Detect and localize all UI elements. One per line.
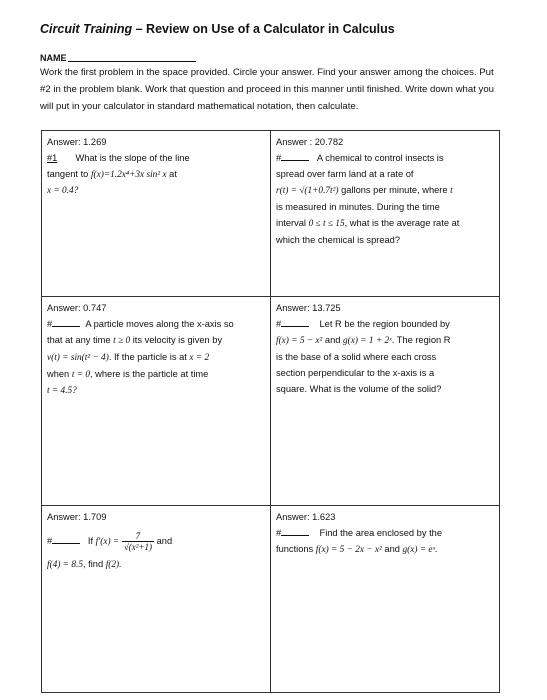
problem-cell-1 [42, 131, 271, 297]
problem-number: # [276, 153, 282, 163]
problem-line [47, 349, 266, 366]
name-label: NAME [40, 53, 67, 63]
math-expression: f(4) = 8.5 [47, 560, 83, 570]
problem-text-part: If [87, 536, 96, 546]
problem-text-part: . If the particle is at [108, 352, 190, 362]
instructions: Work the first problem in the space provided. Circle your answer. Find your answer among the choices. Put #2 in the problem blank. Work that question and proceed in this manner until finished. Write down what you will put in your calculator in standard mathematical notation, then calculate. [40, 67, 495, 112]
problem-text-part: interval [276, 218, 309, 228]
title-italic: Circuit Training [40, 22, 133, 36]
problem-number[interactable]: #1 [47, 153, 58, 163]
problem-text-part: , where is the particle at time [89, 369, 209, 379]
problem-text [47, 150, 266, 166]
problem-cell-2 [271, 131, 499, 297]
problem-number: # [276, 528, 282, 538]
fraction-numerator: 7 [122, 531, 154, 542]
answer-label: Answer : 20.782 [276, 137, 344, 147]
math-expression: f(x) = 5 − 2x − x² [315, 545, 382, 555]
math-expression: f(x)=1.2x⁴+3x sin² x [90, 170, 167, 180]
problem-blank[interactable] [281, 526, 309, 536]
math-expression: t ≥ 0 [113, 336, 131, 346]
problem-text-part: and [381, 544, 403, 554]
problem-line: A particle moves along the x-axis so [85, 319, 234, 329]
problem-line: A chemical to control insects is [316, 153, 444, 163]
problem-line [47, 332, 266, 349]
problem-text [276, 150, 495, 166]
math-variable: t [450, 186, 453, 196]
problem-line: section perpendicular to the x-axis is a [276, 368, 435, 378]
problem-cell-6 [271, 506, 499, 692]
fraction-denominator: √(x²+1) [123, 542, 153, 553]
name-line[interactable] [68, 61, 196, 62]
problem-line: is the base of a solid where each cross [276, 352, 437, 362]
math-expression: f(2). [105, 560, 122, 570]
fraction [122, 531, 154, 552]
title-rest: – Review on Use of a Calculator in Calculus [132, 22, 395, 36]
problem-text-part: functions [276, 544, 316, 554]
problem-line [276, 182, 495, 199]
problem-line: spread over farm land at a rate of [276, 169, 414, 179]
answer-label: Answer: 0.747 [47, 303, 107, 313]
math-expression: f(x) = 5 − x² [276, 336, 323, 346]
problem-text-part: at [166, 169, 177, 179]
answer-label: Answer: 1.623 [276, 512, 336, 522]
problem-text-part: and [322, 335, 343, 345]
math-expression: 0 ≤ t ≤ 15 [308, 219, 345, 229]
problem-number: # [276, 319, 282, 329]
problem-text [276, 525, 495, 541]
problem-line [276, 215, 495, 232]
problem-blank[interactable] [281, 151, 309, 161]
problem-line [47, 556, 266, 573]
problem-cell-4 [271, 297, 499, 506]
name-field[interactable] [40, 53, 196, 63]
problem-text [47, 529, 266, 554]
math-expression: v(t) = sin(t² − 4) [47, 353, 109, 363]
problem-text-part: when [47, 369, 72, 379]
answer-label: Answer: 1.709 [47, 512, 107, 522]
problem-line: Let R be the region bounded by [319, 319, 450, 329]
problem-text-part: . The region R [391, 335, 451, 345]
answer-label: Answer: 13.725 [276, 303, 341, 313]
problem-blank[interactable] [52, 317, 80, 327]
problem-line [276, 541, 495, 558]
problem-text [47, 316, 266, 332]
problem-line [47, 366, 266, 383]
problem-text-part: tangent to [47, 169, 91, 179]
math-expression: g(x) = eˣ. [402, 545, 438, 555]
problem-line [47, 166, 266, 183]
problem-line: which the chemical is spread? [276, 235, 401, 245]
math-expression: g(x) = 1 + 2ˣ [343, 336, 392, 346]
problem-text [276, 316, 495, 332]
problem-blank[interactable] [281, 317, 309, 327]
problem-line: What is the slope of the line [75, 153, 190, 163]
problem-line: is measured in minutes. During the time [276, 202, 440, 212]
problem-text-part: and [154, 536, 173, 546]
problem-cell-3 [42, 297, 271, 506]
problem-number: # [47, 319, 53, 329]
math-expression: x = 2 [189, 353, 210, 363]
problem-text-part: , find [82, 559, 106, 569]
problem-line: square. What is the volume of the solid? [276, 384, 442, 394]
math-expression: t = 4.5? [47, 386, 77, 396]
problem-text-part: its velocity is given by [130, 335, 223, 345]
math-expression: f′(x) = [95, 537, 120, 547]
problem-line [276, 332, 495, 349]
problem-text-part: gallons per minute, where [338, 185, 451, 195]
problem-number: # [47, 536, 53, 546]
problem-text-part: that at any time [47, 335, 114, 345]
problem-cell-5 [42, 506, 271, 692]
problem-blank[interactable] [52, 534, 80, 544]
answer-label: Answer: 1.269 [47, 137, 107, 147]
page-title [40, 22, 395, 36]
problem-text-part: , what is the average rate at [344, 218, 460, 228]
math-expression: r(t) = √(1+0.7t²) [276, 186, 339, 196]
problem-grid [41, 130, 500, 693]
problem-line: Find the area enclosed by the [319, 528, 443, 538]
math-expression: t = 0 [71, 370, 90, 380]
math-expression: x = 0.4? [47, 186, 79, 196]
